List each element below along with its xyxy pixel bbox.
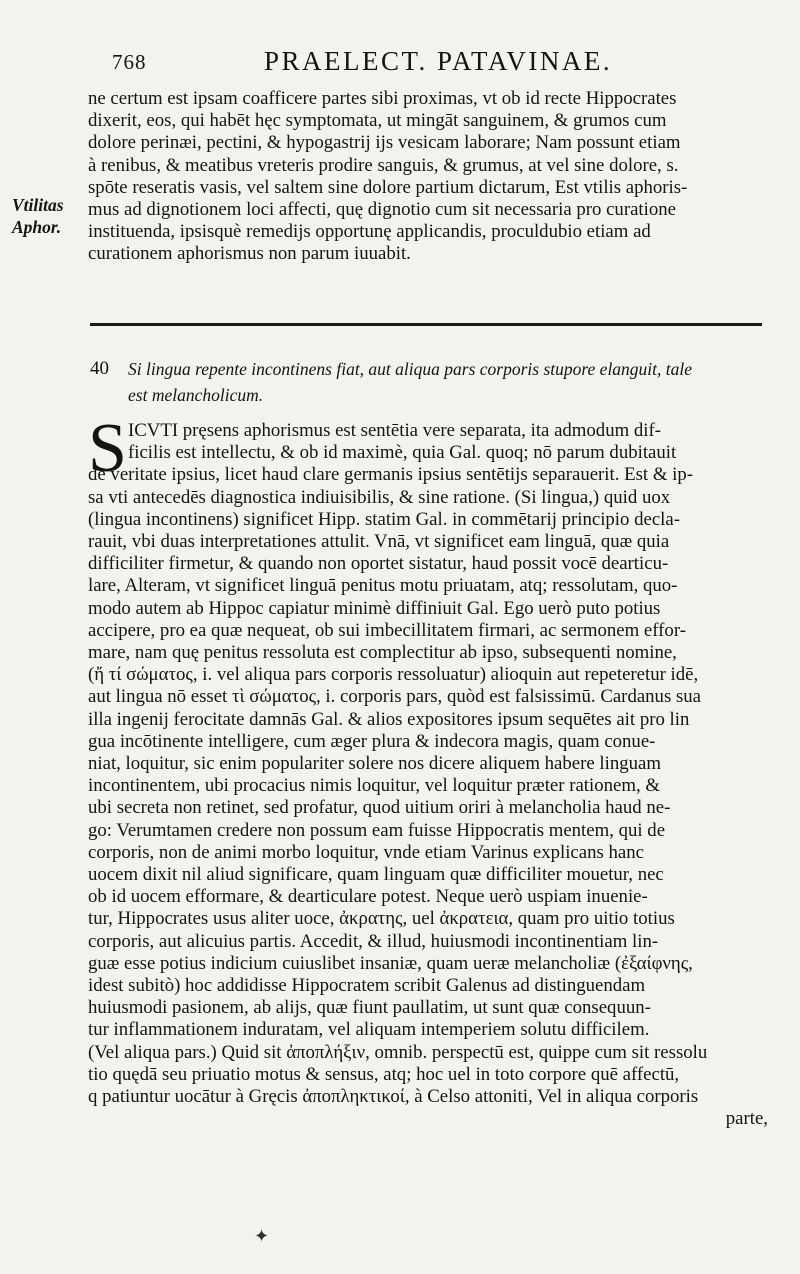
text-line: guæ esse potius indicium cuiuslibet insaniæ, quam ueræ melancholiæ (ἐξαίφνης, [88, 952, 693, 974]
text-line: accipere, pro ea quæ nequeat, ob sui imbecillitatem firmari, ac sermonem effor- [88, 619, 686, 641]
text-line: difficiliter firmetur, & quando non oportet sistatur, haud possit vocē dearticu- [88, 553, 669, 575]
text-line: rauit, vbi duas interpretationes attulit. Vnā, vt significet eam linguā, quæ quia [88, 531, 670, 553]
text-line: uocem dixit nil aliud significare, quam linguam quæ difficiliter mouetur, nec [88, 864, 664, 886]
text-line: go: Verumtamen credere non possum eam fuisse Hippocratis mentem, qui de [88, 819, 666, 841]
drop-cap: S [88, 410, 127, 487]
text-line: tio quędā seu priuatio motus & sensus, atq; hoc uel in toto corpore quē affectū, [88, 1063, 680, 1085]
marginal-note [12, 194, 88, 238]
text-line: ob id uocem efformare, & dearticulare potest. Neque uerò uspiam inuenie- [88, 886, 648, 908]
text-line: (Vel aliqua pars.) Quid sit ἀποπλήξιν, omnib. perspectū est, quippe cum sit ressolu [88, 1041, 708, 1063]
text-line: curationem aphorismus non parum iuuabit. [88, 243, 411, 265]
text-line: dolore perinæi, pectini, & hypogastrij ijs vesicam laborare; Nam possunt etiam [88, 132, 681, 154]
commentary [88, 410, 768, 1131]
aphorism-text [128, 356, 768, 408]
text-line: instituenda, ipsisquè remedijs opportunę applicandis, proculdubio etiam ad [88, 221, 651, 243]
aphorism-line: est melancholicum. [128, 385, 264, 405]
running-title: PRAELECT. PATAVINAE. [264, 46, 613, 76]
text-line: modo autem ab Hippoc capiatur minimè diffiniuit Gal. Ego uerò puto potius [88, 597, 661, 619]
text-line: mus ad dignotionem loci affecti, quę dignotio cum sit necessaria pro curatione [88, 199, 676, 221]
aphorism-line: Si lingua repente incontinens fiat, aut aliqua pars corporis stupore elanguit, tale [128, 359, 693, 379]
text-line: à renibus, & meatibus vreteris prodire sanguis, & grumus, at vel sine dolore, s. [88, 154, 679, 176]
text-line: corporis, non de animi morbo loquitur, vnde etiam Varinus explicans hanc [88, 841, 644, 863]
text-line: (lingua incontinens) significet Hipp. statim Gal. in commētarij principio decla- [88, 508, 680, 530]
text-line: ficilis est intellectu, & ob id maximè, quia Gal. quoq; nō parum dubitauit [128, 442, 677, 464]
ink-mark-icon: ✦ [254, 1226, 270, 1247]
text-line: sa vti antecedēs diagnostica indiuisibilis, & sine ratione. (Si lingua,) quid uox [88, 486, 671, 508]
text-line: mare, nam quę penitus ressoluta est complectitur ab ipso, subsequenti nomine, [88, 642, 677, 664]
section-divider [90, 323, 762, 326]
text-line: spōte reseratis vasis, vel saltem sine dolore partium dictarum, Est vtilis aphoris- [88, 176, 688, 198]
text-line: idest subitò) hoc addidisse Hippocratem scribit Galenus ad distinguendam [88, 975, 646, 997]
text-line: corporis, aut alicuius partis. Accedit, & illud, huiusmodi incontinentiam lin- [88, 930, 659, 952]
text-line: ubi secreta non retinet, sed profatur, quod uitium oriri à melancholia haud ne- [88, 797, 671, 819]
text-line: aut lingua nō esset τὶ σώματος, i. corporis pars, quòd est falsissimū. Cardanus sua [88, 686, 701, 708]
text-line: (ἤ τί σώματος, i. vel aliqua pars corporis ressoluatur) alioquin aut repeteretur idē, [88, 664, 699, 686]
text-line: tur, Hippocrates usus aliter uoce, ἀκρατης, uel ἀκρατεια, quam pro uitio totius [88, 908, 675, 930]
text-line: gua incōtinente intelligere, cum æger plura & indecora magis, quam conue- [88, 730, 656, 752]
page-number: 768 [112, 50, 147, 74]
marginal-note-line: Aphor. [12, 217, 62, 238]
text-line: ne certum est ipsam coafficere partes sibi proximas, vt ob id recte Hippocrates [88, 88, 677, 109]
text-line: ICVTI pręsens aphorismus est sentētia vere separata, ita admodum dif- [128, 420, 662, 441]
text-line: huiusmodi pasionem, ab alijs, quæ fiunt paullatim, ut sunt quæ consequun- [88, 997, 651, 1019]
text-line: parte, [725, 1108, 768, 1130]
paragraph-continued [88, 88, 768, 266]
page-header [112, 44, 672, 84]
text-line: incontinentem, ubi procacius nimis loquitur, vel loquitur præter rationem, & [88, 775, 660, 797]
text-line: dixerit, eos, qui habēt hęc symptomata, ut mingāt sanguinem, & grumos cum [88, 110, 667, 132]
text-line: lare, Alteram, vt significet linguā penitus motu priuatam, atq; ressolutam, quo- [88, 575, 678, 597]
text-line: de veritate ipsius, licet haud clare germanis ipsius sentētijs separauerit. Est & ip- [88, 464, 693, 486]
marginal-note-line: Vtilitas [12, 195, 64, 215]
aphorism-number: 40 [90, 358, 109, 379]
text-line: niat, loquitur, sic enim populariter solere nos dicere aliquem habere linguam [88, 753, 661, 775]
text-line: illa ingenij ferocitate damnās Gal. & alios expositores ipsum sequētes ait pro lin [88, 708, 690, 730]
text-line: q patiuntur uocātur à Gręcis ἀποπληκτικοί, à Celso attoniti, Vel in aliqua corporis [88, 1086, 699, 1108]
text-line: tur inflammationem induratam, vel aliquam intemperiem solutu difficilem. [88, 1019, 650, 1041]
